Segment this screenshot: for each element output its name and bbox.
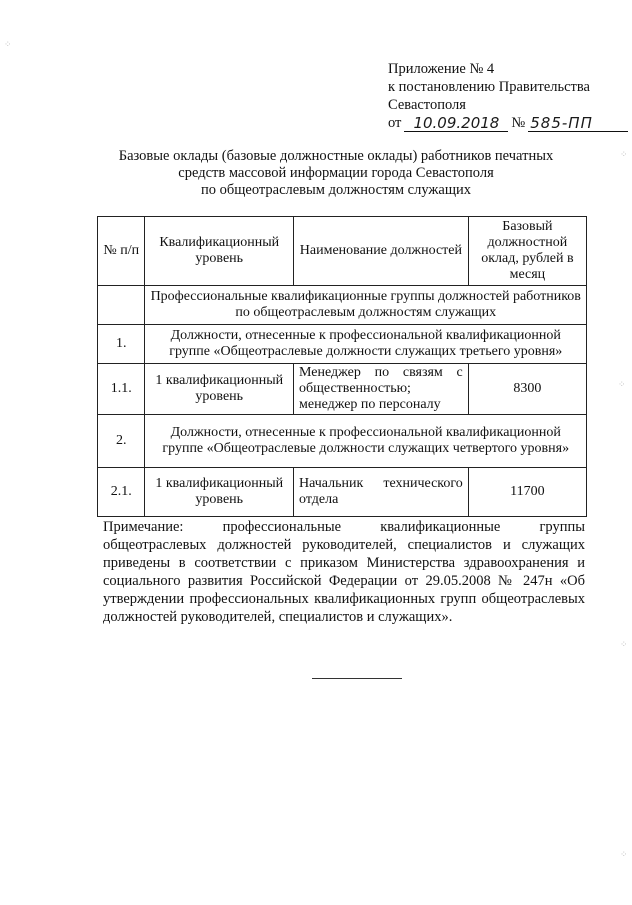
positions-cell: Начальник технического отдела (294, 468, 469, 517)
group-title-cell: Профессиональные квалификационные группы должностей работников по общеотраслевым должностям служащих (145, 286, 587, 325)
end-divider (312, 678, 402, 679)
group-title-row (98, 286, 587, 325)
group-title-empty-cell (98, 286, 145, 325)
category-cell: Должности, отнесенные к профессиональной квалификационной группе «Общеотраслевые должности служащих четвертого уровня» (145, 415, 587, 468)
qualification-level-cell: 1 квалификационный уровень (145, 468, 294, 517)
table-row (98, 325, 587, 364)
appendix-date-number-line (388, 114, 631, 132)
from-label: от (388, 115, 402, 131)
header-salary: Базовый должностной оклад, рублей в месяц (468, 217, 586, 286)
row-num: 1.1. (98, 364, 145, 415)
positions-cell: Менеджер по связям с общественностью; менеджер по персоналу (294, 364, 469, 415)
category-cell: Должности, отнесенные к профессиональной квалификационной группе «Общеотраслевые должности служащих третьего уровня» (145, 325, 587, 364)
scan-edge-mark: ⁘ (620, 850, 628, 860)
title-line-2: средств массовой информации города Севастополя (178, 165, 494, 181)
table-row (98, 468, 587, 517)
appendix-header (388, 60, 631, 132)
qualification-level-cell: 1 квалификационный уровень (145, 364, 294, 415)
appendix-city-line: Севастополя (388, 97, 466, 113)
handwritten-date: 10.09.2018 (404, 116, 508, 132)
scan-edge-mark: ⁘ (620, 150, 628, 160)
scan-edge-mark: ⁘ (618, 380, 626, 390)
scan-edge-mark: ⁘ (4, 40, 12, 50)
table-header-row (98, 217, 587, 286)
appendix-title: Приложение № 4 (388, 61, 495, 77)
appendix-decree-line: к постановлению Правительства (388, 79, 590, 95)
salary-cell: 11700 (468, 468, 586, 517)
header-qualification: Квалификационный уровень (145, 217, 294, 286)
header-num: № п/п (98, 217, 145, 286)
number-label: № (511, 115, 526, 131)
row-num: 2.1. (98, 468, 145, 517)
document-title (96, 148, 576, 199)
handwritten-number: 585-ПП (528, 116, 628, 132)
row-num: 1. (98, 325, 145, 364)
note-paragraph: Примечание: профессиональные квалификационные группы общеотраслевых должностей руководителей, специалистов и служащих приведены в соответствии с приказом Министерства здравоохранения и социального развития Российской Федерации от 29.05.2008 № 247н «Об утверждении профессиональных квалификационных групп общеотраслевых должностей руководителей, специалистов и служащих». (103, 519, 585, 625)
salary-cell: 8300 (468, 364, 586, 415)
table-row (98, 415, 587, 468)
table-row (98, 364, 587, 415)
title-line-3: по общеотраслевым должностям служащих (200, 182, 472, 198)
title-line-1: Базовые оклады (базовые должностные оклады) работников печатных (118, 148, 554, 164)
header-position: Наименование должностей (294, 217, 469, 286)
salary-table (97, 216, 587, 517)
row-num: 2. (98, 415, 145, 468)
scan-edge-mark: ⁘ (620, 640, 628, 650)
